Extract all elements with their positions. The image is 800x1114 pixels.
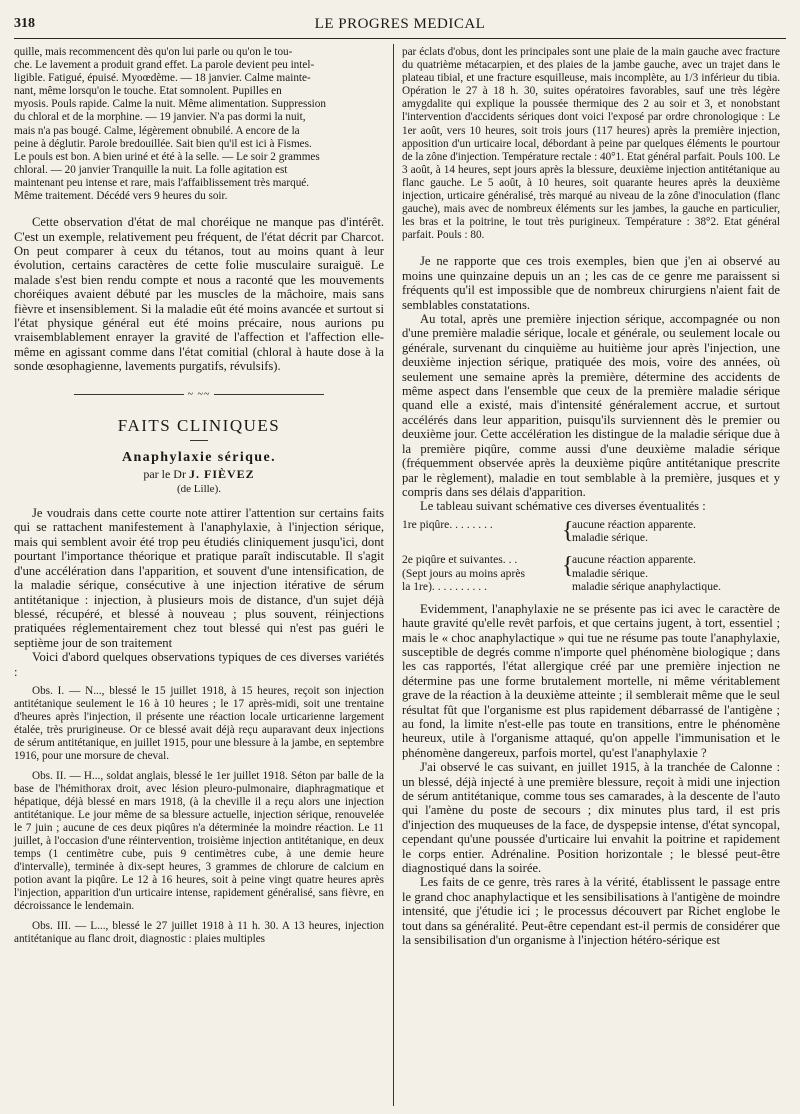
article-title: Anaphylaxie sérique. xyxy=(121,449,276,465)
brace-glyph: { xyxy=(562,517,574,544)
commentary-paragraph: Je ne rapporte que ces trois exemples, bien que j'en ai observé au moins une quinzaine depuis un an ; les cas de ce genre me paraissent si fréquents qu'il est impossible que de nombreux chirurgiens n'aient fait de semblables constatations. xyxy=(402,254,780,312)
intro-line: Même traitement. Décédé vers 9 heures du soir. xyxy=(14,190,228,203)
intro-line: peine à déglutir. Parole bredouillée. Sait bien qu'il est ici à Fismes. xyxy=(14,137,312,150)
intro-line: maintenant peu intense et rare, mais l'affaiblissement très marqué. xyxy=(14,176,310,189)
observation-3-continued: par éclats d'obus, dont les principales sont une plaie de la main gauche avec fracture du quatrième métacarpien, et des plaies de la jambe gauche, avec un trajet dans le plateau tibial, et une fracture esquilleuse, mais incomplète, au 1/3 inférieur du tibia. Opération le 27 à 18 h. 30, suites opératoires favorables, sauf une très légère amygdalite qui explique la poussée thermique des 2 au soir et 3, et nonobstant l'intervention d'accidents sériques dont voici l'exposé par ordre chronologique : Le 1er août, vers 10 heures, soit trois jours (117 heures) après la première injection, apposition d'un urticaire local, débordant à peine par quelques éléments le pourtour de la zône d'injection. Température rectale : 40°1. Etat général parfait. Pouls 100. Le 3 août, à 14 heures, sept jours après la blessure, deuxième injection antitétanique au flanc gauche. Le 5 août, à 10 heures, soit quarante heures après la deuxième injection, urticaire généralisé, très marqué au niveau de la zône d'inoculation (flanc gauche), mais avec de nombreux éléments sur les jambes, la gauche en particulier, les bras et la poitrine, le tout très purigineux. Température : 38°2. Etat général parfait. Pouls : 80. xyxy=(402,46,780,242)
intro-line: Le pouls est bon. A bien uriné et été à la selle. — Le soir 2 grammes xyxy=(14,150,320,163)
row-options xyxy=(572,518,780,545)
intro-line: mais n'a pas bougé. Calme, légèrement obnubilé. A encore de la xyxy=(14,124,300,137)
author-name: J. FIÈVEZ xyxy=(188,466,255,481)
option: maladie sérique anaphylactique. xyxy=(572,580,722,594)
page-number: 318 xyxy=(14,16,35,31)
summary-paragraph: Au total, après une première injection sérique, accompagnée ou non d'une première maladie sérique, locale et générale, ou seulement locale ou générale, survenant du cinquième au huitième jour après l'injection, une deuxième injection sérique, pratiquée des mois, voire des années, où seulement une semaine après la première, détermine des accidents de même aspect dans l'ensemble que ceux de la première maladie sérique quand elle a existé, mais d'intensité généralement accrue, et surtout accélérés dans leur apparition, puisqu'ils surviennent dès le premier ou deuxième jour. Cette accélération les distingue de la maladie sérique due à la première piqûre, comme aussi d'une deuxième maladie sérique (fréquemment observée après la deuxième piqûre antitétanique prescrite par le règlement), maladie en tout semblable à la première, jusques et y compris dans ses délais d'apparition. xyxy=(402,312,780,499)
table-intro: Le tableau suivant schémative ces diverses éventualités : xyxy=(420,499,706,514)
option: maladie sérique. xyxy=(572,531,648,545)
anaphylaxis-paragraph: Evidemment, l'anaphylaxie ne se présente pas ici avec le caractère de haute gravité qu'elle revêt parfois, et que certains jugent, à tort, essentiel ; mais le « choc anaphylactique » qui tue ne résume pas toute l'anaphylaxie, susceptible de degrés comme n'importe quel phénomène biologique ; dans les cas rapportés, l'état allergique créé par une première injection ne détermine pas une forme brutalement mortelle, ni même véritablement grave de la réaction à la deuxième atteinte ; il semblerait même que le seul résultat fût que l'organisme est plus rapidement débarrassé de l'antigène ; au fond, la limite n'est-elle pas toute en transitions, entre le phénomène heureux, utile à l'organisme attaqué, qu'on appelle l'immunisation et le phénomène dangereux, parfois mortel, qu'est l'anaphylaxie ? xyxy=(402,601,780,760)
left-column xyxy=(14,46,384,946)
journal-title: LE PROGRES MEDICAL xyxy=(314,16,486,32)
schema-table xyxy=(402,518,780,594)
observations-lead: Voici d'abord quelques observations typiques de ces diverses variétés : xyxy=(14,650,384,679)
observation-1: Obs. I. — N..., blessé le 15 juillet 1918, à 15 heures, reçoit son injection antitétanique seulement le 16 à 10 heures ; le 17 après-midi, soit une trentaine d'heures après l'injection, il présente une réaction locale urticarienne largement étalée, très prurigineuse. Or ce blessé avait déjà reçu auparavant deux injections de sérum antitétanique, en juillet 1915, pour une blessure à la jambe, en septembre 1916, pour une morsure de cheval. xyxy=(14,684,384,763)
table-row xyxy=(402,553,780,594)
row-label-line: 2e piqûre et suivantes. . . xyxy=(402,552,518,566)
row-label-line: la 1re). . . . . . . . . . xyxy=(402,580,488,594)
intro-line: nant, même lorsqu'on le touche. Etat somnolent. Pupilles en xyxy=(14,85,282,98)
intro-line: quille, mais recommencent dès qu'on lui parle ou qu'on le tou- xyxy=(14,46,293,58)
right-column xyxy=(402,46,780,947)
page-header xyxy=(14,10,786,39)
option: aucune réaction apparente. xyxy=(572,552,696,566)
column-divider xyxy=(393,44,394,1106)
conclusion-paragraph: Les faits de ce genre, très rares à la vérité, établissent le passage entre le grand choc anaphylactique et les sensibilisations à l'antigène de moindre intensité, que j'étudie ici ; le processus découvert par Richet englobe le tout dans sa généralité. Peut-être cependant est-il permis de considérer que la sensibilisation d'un organisme à l'injection hétéro-sérique est xyxy=(402,875,780,948)
discussion-paragraph: Cette observation d'état de mal choréique ne manque pas d'intérêt. C'est un exemple, relativement peu fréquent, de l'état décrit par Charcot. On peut comparer à ceux du tétanos, tout au moins quant à leur évolution, certains caractères de cette folie musculaire suraiguë. Le malade s'est bien rendu compte et nous a raconté que les mouvements choréiques avaient débuté par les muscles de la mâchoire, mais sans fièvre et insensiblement. Si la maladie eût été moins avancée et surtout si l'état physique général eut été moins précaire, nous aurions pu vraisemblablement enrayer la gravité de l'affection et l'affection elle-même en agissant comme dans l'état comitial (chloral à haute dose à la sonde œsophagienne, lavements purgatifs, révulsifs). xyxy=(14,215,384,374)
intro-line: che. Le lavement a produit grand effet. La parole devient peu intel- xyxy=(14,59,315,72)
byline-prefix: par le Dr xyxy=(143,466,186,481)
section-heading: FAITS CLINIQUES xyxy=(117,415,281,435)
option: aucune réaction apparente. xyxy=(572,517,696,531)
row-label-line: 1re piqûre. . . . . . . . xyxy=(402,517,493,531)
byline xyxy=(14,468,384,481)
case-paragraph: J'ai observé le cas suivant, en juillet 1915, à la tranchée de Calonne : un blessé, déjà injecté à une première blessure, reçoit à midi une injection de sérum antitétanique, comme tous ses camarades, à la descente de l'auto qui l'amène du poste de secours ; dix minutes plus tard, il est pris d'injection des muqueuses de la face, de dyspepsie intense, d'état syncopal, cependant qu'une poussée d'urticaire lui envahit la poitrine et rapidement le corps entier. Adrénaline. Position horizontale ; le blessé peut-être diagnostiqué dans la soirée. xyxy=(402,760,780,875)
observation-3: Obs. III. — L..., blessé le 27 juillet 1918 à 11 h. 30. A 13 heures, injection antitétanique au flanc droit, diagnostic : plaies multiples xyxy=(14,919,384,945)
separator-ornament: ~ ~~ xyxy=(187,388,211,400)
table-row xyxy=(402,518,780,545)
row-label xyxy=(402,518,562,545)
observation-2: Obs. II. — H..., soldat anglais, blessé le 1er juillet 1918. Séton par balle de la base de l'hémithorax droit, avec lésion pleuro-pulmonaire, diaphragmatique et hépatique, déjà blessé en mars 1918, (à la cheville il a reçu alors une injection antitétanique. Le jour même de sa blessure actuelle, injection sérique, renouvelée le 7 juin ; aucune de ces deux piqûres n'a déterminée la moindre réaction. Le 11 juillet, à l'occasion d'une réintervention, troisième injection antitétanique, en deux temps (1 centimètre cube, puis 9 centimètres cube, à une demie heure d'intervalle), terminée à dix-sept heures, 3 grammes de chlorure de calcium en potion avant la piqûre. Le 12 à 16 heures, soit à peine vingt quatre heures après l'injection, apparition d'un urticaire intense, rapidement généralisé, sans fièvre, en décroissance le lendemain. xyxy=(14,769,384,913)
section-separator xyxy=(14,388,384,401)
intro-line: ligible. Fatigué, épuisé. Myoœdème. — 18 janvier. Calme mainte- xyxy=(14,72,311,85)
intro-paragraph: Je voudrais dans cette courte note attirer l'attention sur certains faits qui se rattachent manifestement à l'anaphylaxie, à l'injection sérique, mais qui semblent avoir été trop peu étudiés cliniquement jusqu'ici, dont pourtant l'importance théorique et pratique paraît indiscutable. Il s'agit d'une accélération dans l'apparition, et souvent d'une intensification, de la maladie sérique, consécutive à une injection itérative de sérum antitétanique : injection, à plusieurs mois de distance, d'un sujet déjà blessé, récupéré, et blessé à nouveau ; plus souvent, réinjections pratiquées réglementairement chez tout blessé qui n'est pas guéri le septième jour de son traitement xyxy=(14,506,384,650)
intro-line: du chloral et de la morphine. — 19 janvier. N'a pas dormi la nuit, xyxy=(14,111,306,124)
intro-line: myosis. Pouls rapide. Calme la nuit. Même alimentation. Suppression xyxy=(14,98,326,111)
heading-rule xyxy=(190,440,208,441)
option: maladie sérique. xyxy=(572,566,648,580)
row-label-line: (Sept jours au moins après xyxy=(402,566,526,580)
row-options xyxy=(572,553,780,594)
author-place: (de Lille). xyxy=(177,482,221,495)
intro-line: chloral. — 20 janvier Tranquille la nuit. La folle agitation est xyxy=(14,163,288,176)
brace-glyph: { xyxy=(562,552,574,579)
row-label xyxy=(402,553,562,594)
intro-text xyxy=(14,46,384,203)
